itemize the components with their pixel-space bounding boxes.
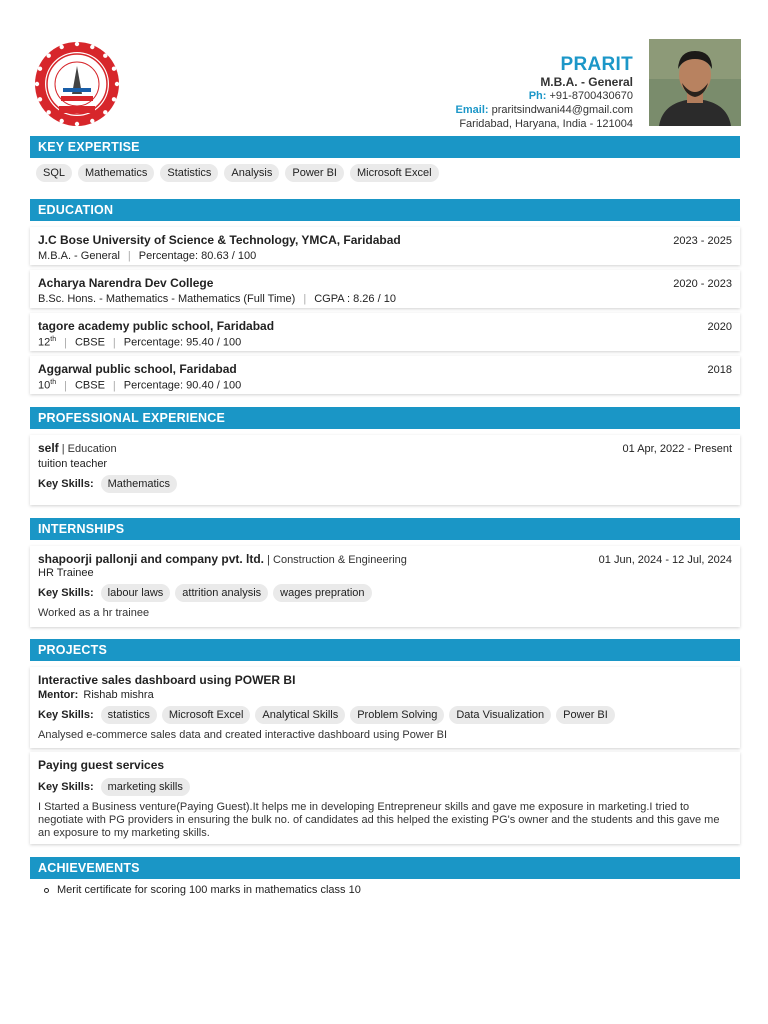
- skill-tag: Problem Solving: [350, 706, 444, 724]
- experience-skills: [38, 475, 732, 493]
- email-address[interactable]: praritsindwani44@gmail.com: [491, 104, 633, 116]
- skill-tag: Analytical Skills: [255, 706, 345, 724]
- internship-heading: [38, 552, 407, 566]
- project-skills: [38, 778, 732, 796]
- score: CGPA : 8.26 / 10: [314, 293, 396, 305]
- internship-domain: | Construction & Engineering: [267, 554, 407, 566]
- grade: 10: [38, 379, 51, 392]
- location: Faridabad, Haryana, India - 121004: [459, 118, 633, 130]
- experience-domain: | Education: [61, 443, 117, 455]
- internship-entry: [30, 546, 740, 627]
- achievement-text: Merit certificate for scoring 100 marks in mathematics class 10: [57, 884, 361, 896]
- expertise-tag: Mathematics: [78, 164, 154, 182]
- board: CBSE: [74, 336, 105, 349]
- internship-date: 01 Jun, 2024 - 12 Jul, 2024: [598, 554, 732, 566]
- project-title: Paying guest services: [38, 758, 165, 772]
- section-professional-experience: PROFESSIONAL EXPERIENCE: [30, 407, 740, 429]
- email-label: Email:: [455, 104, 489, 116]
- skill-tag: marketing skills: [101, 778, 190, 796]
- degree: M.B.A. - General: [38, 250, 120, 262]
- phone-line: [456, 89, 633, 103]
- section-education: EDUCATION: [30, 199, 740, 221]
- candidate-degree: M.B.A. - General: [540, 75, 633, 89]
- section-internships: INTERNSHIPS: [30, 518, 740, 540]
- mentor-name: Rishab mishra: [83, 689, 154, 701]
- education-date: 2020 - 2023: [673, 278, 732, 290]
- grade-suffix: th: [50, 336, 57, 343]
- expertise-tags: [36, 164, 439, 182]
- project-entry: [30, 667, 740, 748]
- experience-entry: [30, 435, 740, 505]
- skill-tag: labour laws: [101, 584, 171, 602]
- contact-info: [456, 54, 633, 131]
- experience-date: 01 Apr, 2022 - Present: [622, 443, 732, 455]
- internship-org: shapoorji pallonji and company pvt. ltd.: [38, 552, 265, 566]
- skill-tag: Mathematics: [101, 475, 177, 493]
- institution-name: Acharya Narendra Dev College: [38, 276, 214, 290]
- section-key-expertise: KEY EXPERTISE: [30, 136, 740, 158]
- education-date: 2020: [707, 321, 732, 333]
- score: Percentage: 95.40 / 100: [123, 336, 242, 349]
- email-line: [456, 103, 633, 117]
- institution-name: tagore academy public school, Faridabad: [38, 319, 275, 333]
- experience-org: self: [38, 441, 59, 455]
- project-mentor: [38, 689, 732, 701]
- education-details: 10th | CBSE | Percentage: 90.40 / 100: [38, 379, 242, 392]
- section-achievements: ACHIEVEMENTS: [30, 857, 740, 879]
- education-entry: [30, 356, 740, 394]
- education-entry: [30, 270, 740, 308]
- expertise-tag: Statistics: [160, 164, 218, 182]
- institution-name: J.C Bose University of Science & Technology, YMCA, Faridabad: [38, 233, 401, 247]
- score: Percentage: 80.63 / 100: [138, 250, 257, 262]
- education-details: 12th | CBSE | Percentage: 95.40 / 100: [38, 336, 242, 349]
- key-skills-label: Key Skills:: [38, 709, 94, 721]
- skill-tag: attrition analysis: [175, 584, 268, 602]
- profile-photo: [649, 39, 741, 126]
- grade-suffix: th: [50, 379, 57, 386]
- score: Percentage: 90.40 / 100: [123, 379, 242, 392]
- education-date: 2023 - 2025: [673, 235, 732, 247]
- skill-tag: Data Visualization: [449, 706, 551, 724]
- project-skills: [38, 706, 732, 724]
- expertise-tag: Analysis: [224, 164, 279, 182]
- education-details: B.Sc. Hons. - Mathematics - Mathematics (Full Time) | CGPA : 8.26 / 10: [38, 293, 396, 305]
- experience-role: tuition teacher: [38, 458, 108, 470]
- education-date: 2018: [707, 364, 732, 376]
- phone-label: Ph:: [528, 90, 547, 102]
- key-skills-label: Key Skills:: [38, 781, 94, 793]
- key-skills-label: Key Skills:: [38, 478, 94, 490]
- mentor-label: Mentor:: [38, 689, 79, 701]
- skill-tag: Microsoft Excel: [162, 706, 251, 724]
- board: CBSE: [74, 379, 105, 392]
- internship-role: HR Trainee: [38, 567, 94, 579]
- education-entry: [30, 313, 740, 351]
- skill-tag: statistics: [101, 706, 157, 724]
- resume-header: [0, 0, 768, 130]
- profile-photo-image: [649, 39, 741, 126]
- project-title: Interactive sales dashboard using POWER BI: [38, 673, 296, 687]
- skill-tag: wages prepration: [273, 584, 371, 602]
- expertise-tag: Power BI: [285, 164, 344, 182]
- key-skills-label: Key Skills:: [38, 587, 94, 599]
- education-details: M.B.A. - General | Percentage: 80.63 / 100: [38, 250, 257, 262]
- project-description: Analysed e-commerce sales data and created interactive dashboard using Power BI: [38, 729, 448, 741]
- university-logo: [33, 40, 121, 128]
- list-item: [44, 884, 361, 896]
- institution-name: Aggarwal public school, Faridabad: [38, 362, 237, 376]
- skill-tag: Power BI: [556, 706, 615, 724]
- internship-skills: [38, 584, 732, 602]
- internship-description: Worked as a hr trainee: [38, 607, 150, 619]
- degree: B.Sc. Hons. - Mathematics - Mathematics (Full Time): [38, 293, 296, 305]
- expertise-tag: SQL: [36, 164, 72, 182]
- achievements-list: [44, 884, 361, 896]
- bullet-icon: [44, 888, 49, 893]
- project-entry: [30, 752, 740, 844]
- education-entry: [30, 227, 740, 265]
- expertise-tag: Microsoft Excel: [350, 164, 439, 182]
- candidate-name: PRARIT: [560, 54, 633, 75]
- phone-number: +91-8700430670: [549, 90, 633, 102]
- grade: 12: [38, 336, 51, 349]
- experience-heading: [38, 441, 117, 455]
- project-description: I Started a Business venture(Paying Guest).It helps me in developing Entrepreneur skills and gave me exposure in marketing.I tried to negotiate with PG providers in ensuring the bulk no. of candidates ad this helped the existing PG's owner and the students and this gave me an exposure to my marketing skills.: [38, 801, 720, 839]
- section-projects: PROJECTS: [30, 639, 740, 661]
